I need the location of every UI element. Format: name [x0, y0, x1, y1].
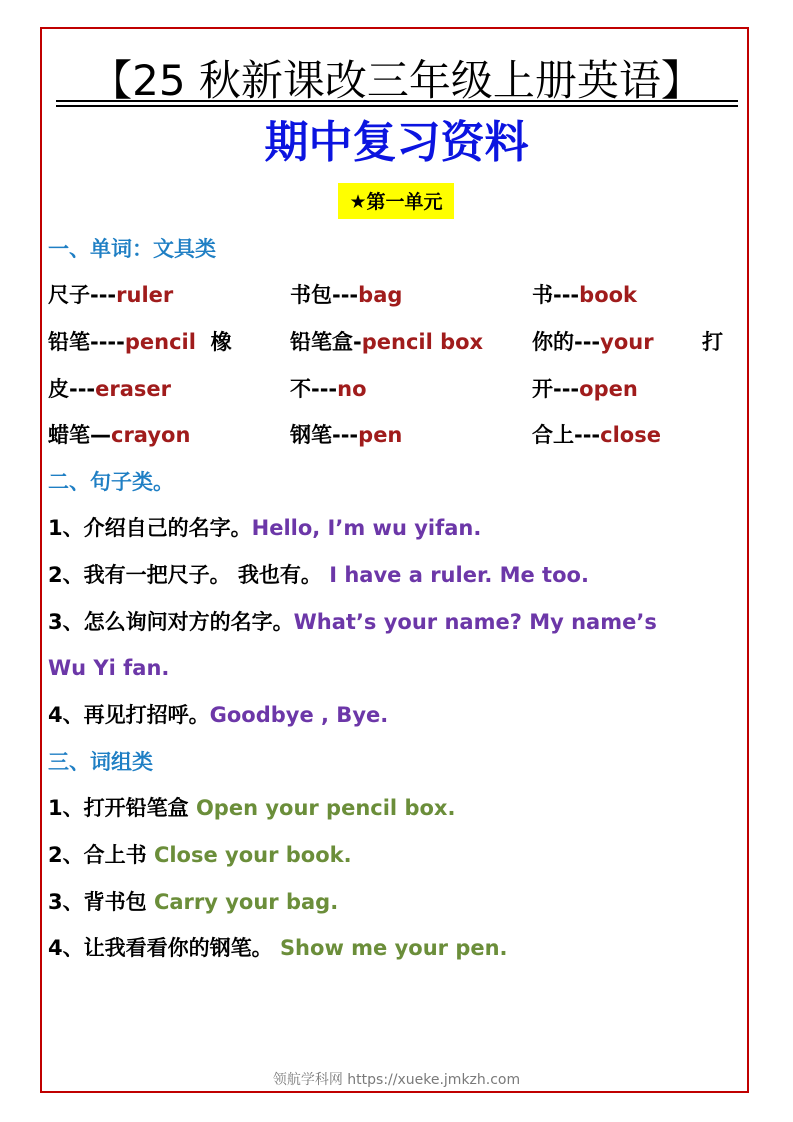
- word-item: 皮---eraser: [48, 377, 172, 401]
- sentence-item: 4、再见打招呼。Goodbye , Bye.: [48, 703, 389, 727]
- page-subtitle: 期中复习资料: [264, 117, 529, 168]
- section-heading-sentences: 二、句子类。: [48, 470, 174, 494]
- word-item: 铅笔----pencil 橡: [48, 330, 232, 354]
- phrase-item: 1、打开铅笔盒 Open your pencil box.: [48, 796, 456, 820]
- footer-watermark: 领航学科网 https://xueke.jmkzh.com: [272, 1072, 521, 1088]
- word-item: 蜡笔—crayon: [48, 423, 191, 447]
- word-item: 开---open: [532, 377, 638, 401]
- word-item: 书---book: [532, 283, 638, 307]
- unit-label: ★第一单元: [338, 183, 454, 219]
- word-item: 不---no: [290, 377, 367, 401]
- page-title: 【25 秋新课改三年级上册英语】: [90, 56, 703, 105]
- sentence-item: 2、我有一把尺子。 我也有。 I have a ruler. Me too.: [48, 563, 589, 587]
- word-item: 尺子---ruler: [48, 283, 174, 307]
- phrase-item: 2、合上书 Close your book.: [48, 843, 352, 867]
- sentence-item: 3、怎么询问对方的名字。What’s your name? My name’s: [48, 610, 657, 634]
- section-heading-words: 一、单词：文具类: [48, 237, 216, 261]
- phrase-item: 3、背书包 Carry your bag.: [48, 890, 339, 914]
- sentence-item-continued: Wu Yi fan.: [48, 656, 170, 680]
- word-item: 钢笔---pen: [290, 423, 403, 447]
- word-item: 你的---your: [532, 330, 654, 354]
- word-item: 合上---close: [532, 423, 661, 447]
- title-underline: [56, 100, 738, 102]
- word-item: 铅笔盒-pencil box: [290, 330, 484, 354]
- word-item: 书包---bag: [290, 283, 403, 307]
- sentence-item: 1、介绍自己的名字。Hello, I’m wu yifan.: [48, 516, 482, 540]
- section-heading-phrases: 三、词组类: [48, 750, 153, 774]
- word-item-tail: 打: [702, 330, 723, 354]
- phrase-item: 4、让我看看你的钢笔。 Show me your pen.: [48, 936, 508, 960]
- title-underline-double: [56, 105, 738, 107]
